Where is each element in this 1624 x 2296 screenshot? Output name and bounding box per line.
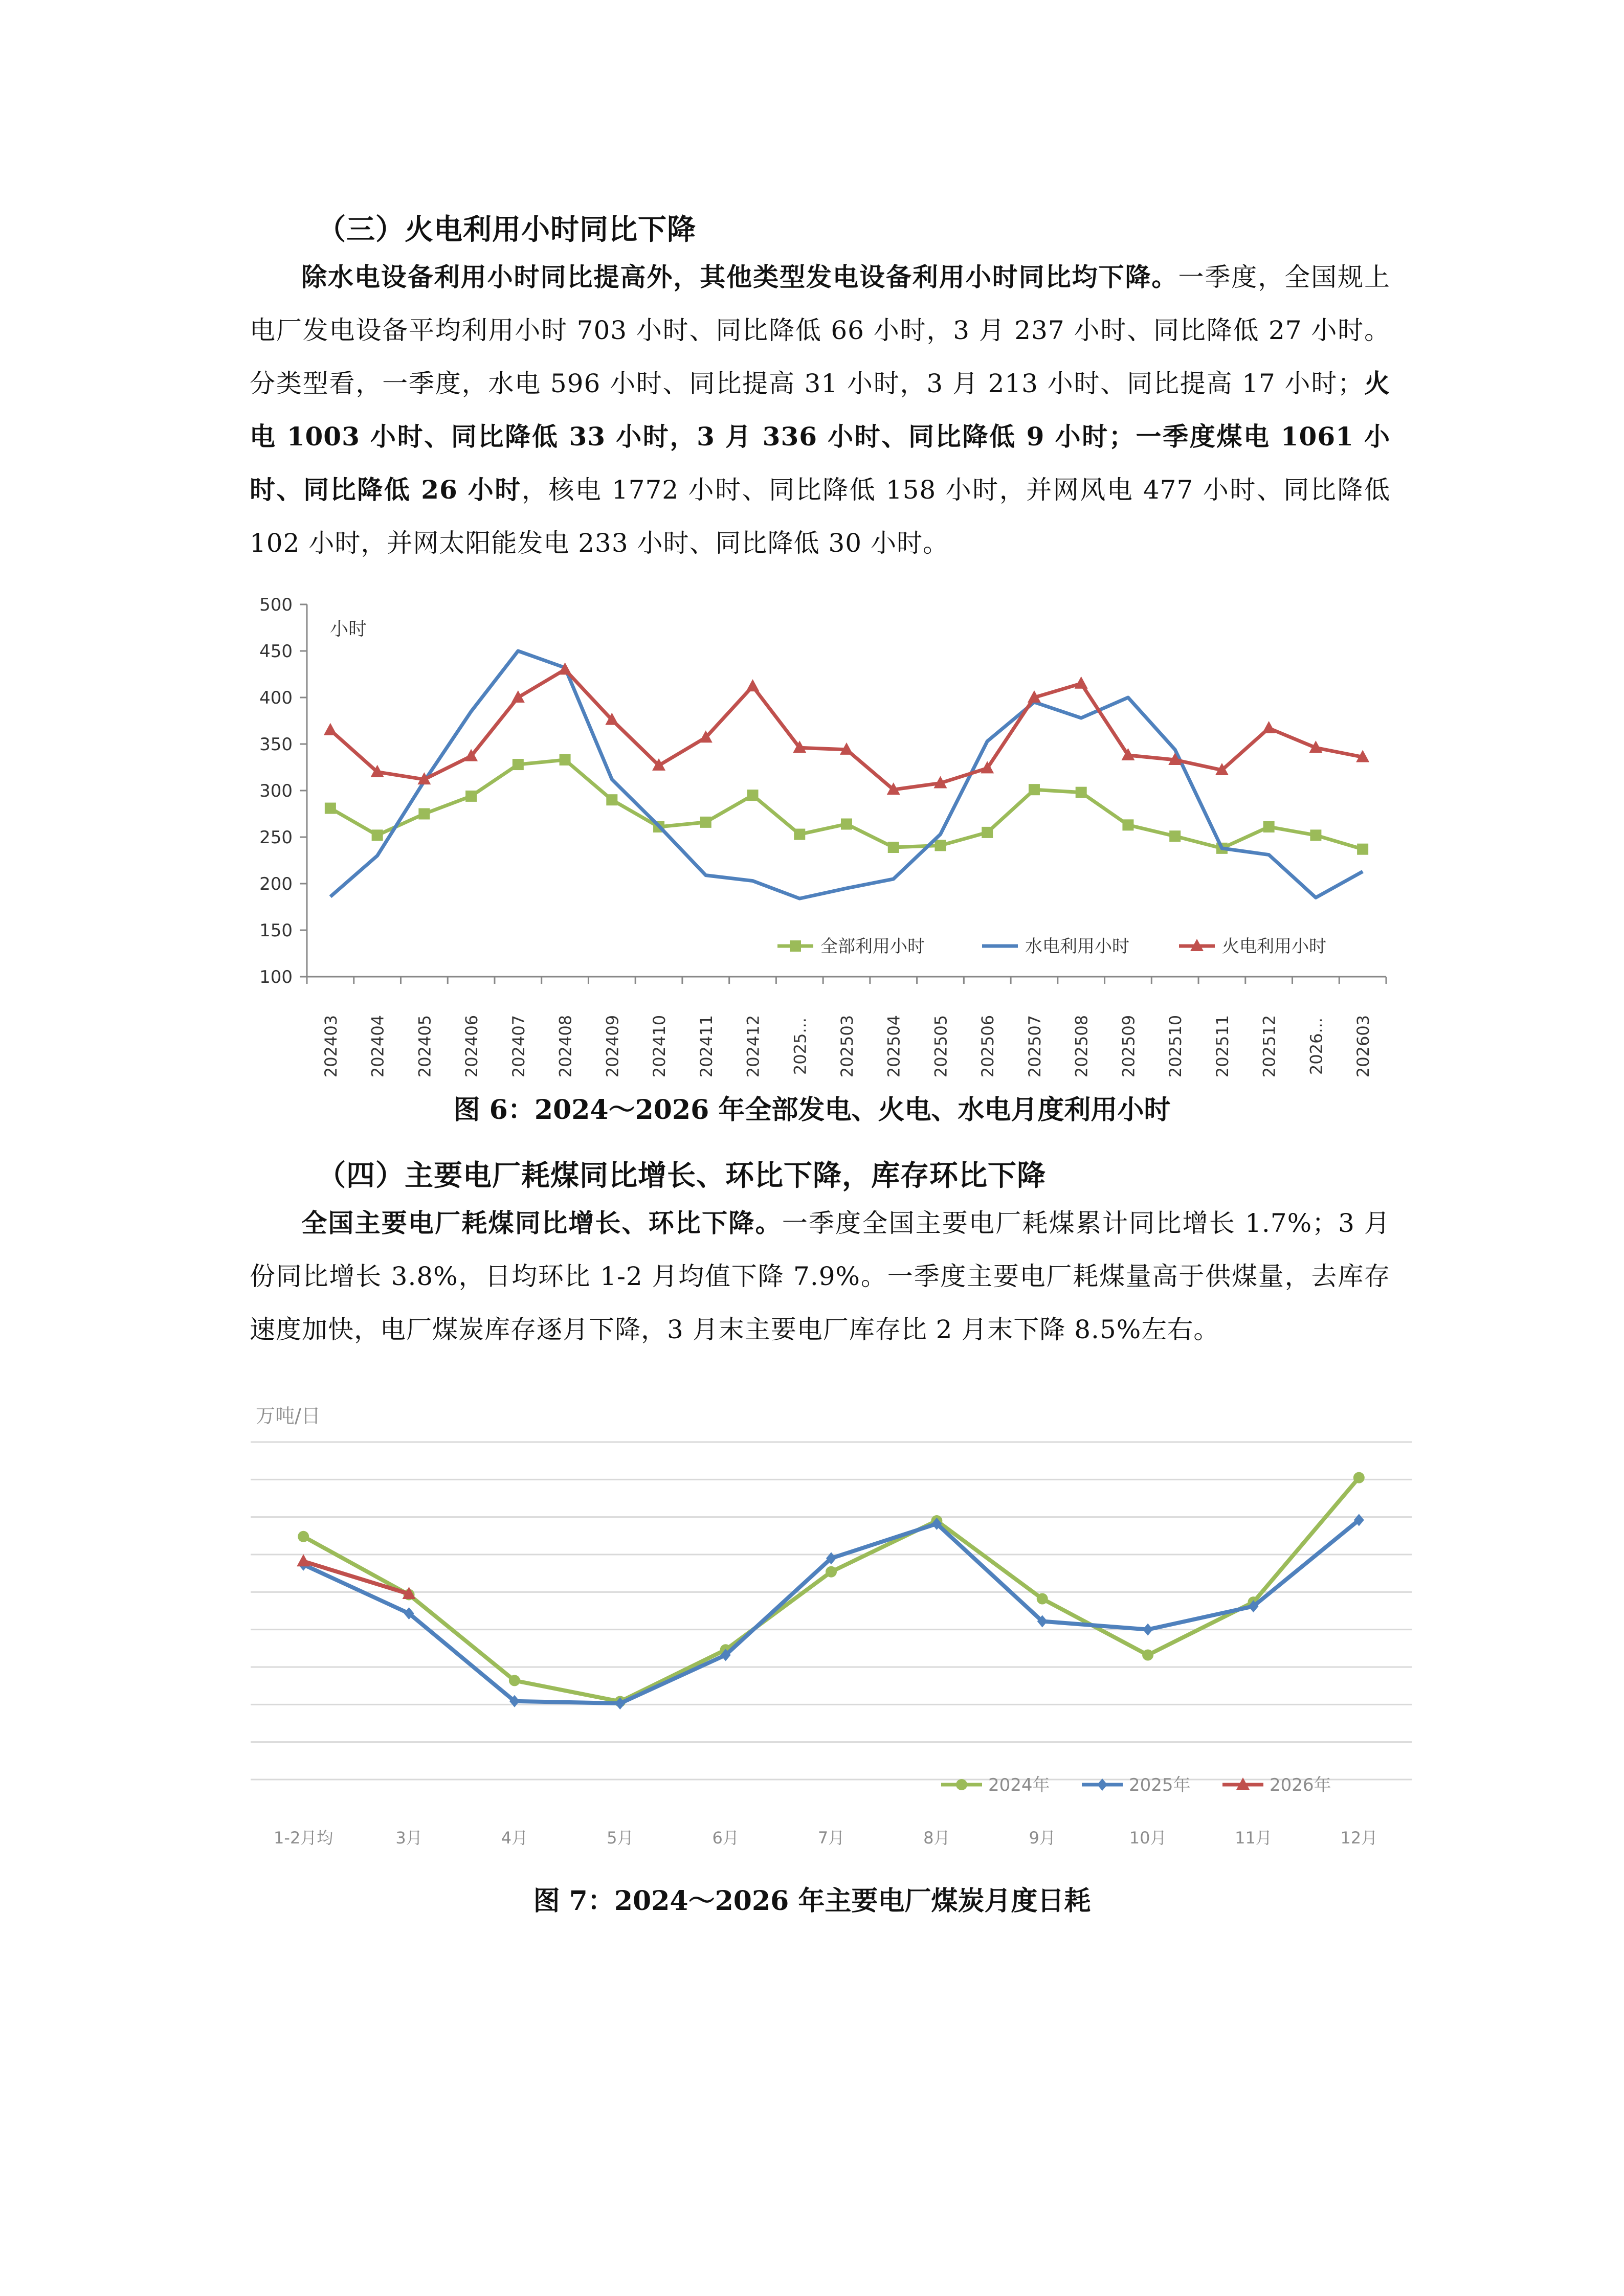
series-line bbox=[303, 1520, 1359, 1704]
section-3-bold-text: 火电 1003 小时、同比降低 33 小时，3 月 336 小时、同比降低 9 小时；一季度煤电 1061 小时、同比降低 26 小时 bbox=[250, 368, 1391, 505]
data-point bbox=[1353, 1472, 1365, 1483]
data-point bbox=[298, 1531, 309, 1542]
x-tick-label: 2025... bbox=[790, 1018, 810, 1075]
x-tick-label: 202403 bbox=[321, 1015, 341, 1078]
section-4-heading: （四）主要电厂耗煤同比增长、环比下降，库存环比下降 bbox=[317, 1159, 1046, 1192]
section-4-text-1: 一季度全国主要电厂耗煤累计同比增长 1.7%；3 月份同比增长 3.8%，日均环比 1-2 月均值下降 7.9%。一季度主要电厂耗煤量高于供煤量，去库存速度加快，电厂煤炭库存逐月下降，3 月末主要电厂库存比 2 月末下降 8.5%左右。 bbox=[250, 1208, 1390, 1344]
x-tick-label: 10月 bbox=[1129, 1828, 1167, 1848]
x-tick-label: 202511 bbox=[1212, 1015, 1232, 1078]
data-point bbox=[325, 803, 336, 814]
figure-6-caption: 图 6：2024～2026 年全部发电、火电、水电月度利用小时 bbox=[453, 1094, 1171, 1126]
y-tick-label: 350 bbox=[259, 734, 293, 755]
y-tick-label: 100 bbox=[259, 967, 293, 987]
series-1 bbox=[298, 1472, 1365, 1707]
y-tick-label: 500 bbox=[259, 595, 293, 615]
data-point bbox=[297, 1554, 310, 1566]
legend-label: 全部利用小时 bbox=[820, 936, 925, 957]
y-tick-label: 400 bbox=[259, 688, 293, 708]
x-tick-label: 202405 bbox=[415, 1015, 435, 1078]
data-point bbox=[1037, 1593, 1048, 1605]
section-3-text-2: ，核电 1772 小时、同比降低 158 小时，并网风电 477 小时、同比降低 102 小时，并网太阳能发电 233 小时、同比降低 30 小时。 bbox=[250, 475, 1390, 558]
x-tick-label: 1-2月均 bbox=[274, 1828, 333, 1848]
data-point bbox=[935, 840, 946, 851]
data-point bbox=[1357, 844, 1368, 855]
data-point bbox=[746, 679, 760, 691]
series-line bbox=[330, 651, 1363, 898]
legend-label: 水电利用小时 bbox=[1025, 936, 1129, 957]
x-tick-label: 202408 bbox=[555, 1015, 575, 1078]
legend-label: 2026年 bbox=[1270, 1775, 1331, 1795]
x-tick-label: 7月 bbox=[817, 1828, 845, 1848]
series-line bbox=[330, 669, 1363, 790]
section-4-lead: 全国主要电厂耗煤同比增长、环比下降。 bbox=[301, 1208, 782, 1238]
data-point bbox=[465, 791, 477, 802]
data-point bbox=[1310, 829, 1321, 841]
figure-7-caption: 图 7：2024～2026 年主要电厂煤炭月度日耗 bbox=[533, 1885, 1091, 1917]
y-axis-title: 小时 bbox=[330, 619, 367, 640]
x-tick-label: 202505 bbox=[931, 1015, 951, 1078]
x-tick-label: 11月 bbox=[1235, 1828, 1272, 1848]
x-tick-label: 202404 bbox=[368, 1015, 388, 1078]
x-tick-label: 202509 bbox=[1119, 1015, 1139, 1078]
x-tick-label: 2026... bbox=[1306, 1018, 1326, 1075]
coal-consumption-chart bbox=[240, 1391, 1412, 1861]
section-3-paragraph bbox=[250, 251, 1390, 570]
x-tick-label: 202603 bbox=[1353, 1015, 1373, 1078]
legend-label: 2024年 bbox=[988, 1775, 1050, 1795]
data-point bbox=[1076, 787, 1087, 798]
x-tick-label: 202512 bbox=[1259, 1015, 1279, 1078]
x-tick-label: 202412 bbox=[743, 1015, 763, 1078]
y-tick-label: 150 bbox=[259, 920, 293, 941]
series-line bbox=[330, 760, 1363, 849]
data-point bbox=[888, 842, 899, 853]
section-4-paragraph bbox=[250, 1197, 1390, 1356]
x-tick-label: 12月 bbox=[1340, 1828, 1378, 1848]
x-tick-label: 5月 bbox=[607, 1828, 634, 1848]
chart-legend bbox=[777, 936, 1326, 957]
x-tick-label: 202410 bbox=[650, 1015, 670, 1078]
x-tick-label: 202406 bbox=[462, 1015, 482, 1078]
y-tick-label: 450 bbox=[259, 641, 293, 662]
y-tick-label: 200 bbox=[259, 874, 293, 894]
data-point bbox=[372, 829, 383, 841]
data-point bbox=[794, 829, 805, 840]
x-tick-label: 8月 bbox=[923, 1828, 950, 1848]
section-3-lead: 除水电设备利用小时同比提高外，其他类型发电设备利用小时同比均下降。 bbox=[301, 262, 1178, 292]
series-3 bbox=[324, 662, 1369, 795]
data-point bbox=[982, 827, 993, 838]
data-point bbox=[1143, 1624, 1153, 1636]
legend-label: 火电利用小时 bbox=[1222, 936, 1326, 957]
utilization-hours-chart bbox=[240, 588, 1401, 1089]
x-tick-label: 202409 bbox=[603, 1015, 622, 1078]
x-tick-label: 202504 bbox=[884, 1015, 904, 1078]
data-point bbox=[513, 759, 524, 770]
x-tick-label: 4月 bbox=[501, 1828, 528, 1848]
section-3-text-1: 一季度，全国规上电厂发电设备平均利用小时 703 小时、同比降低 66 小时，3 月 237 小时、同比降低 27 小时。分类型看，一季度，水电 596 小时、同比提高 31 小时，3 月 213 小时、同比提高 17 小时； bbox=[250, 262, 1391, 398]
x-tick-label: 202508 bbox=[1072, 1015, 1092, 1078]
data-point bbox=[1029, 784, 1040, 795]
data-point bbox=[1263, 821, 1275, 832]
data-point bbox=[747, 790, 759, 801]
section-3-heading: （三）火电利用小时同比下降 bbox=[317, 213, 696, 246]
x-tick-label: 202510 bbox=[1166, 1015, 1186, 1078]
x-tick-label: 6月 bbox=[712, 1828, 739, 1848]
data-point bbox=[1075, 677, 1088, 689]
legend-marker bbox=[1097, 1779, 1107, 1791]
data-point bbox=[700, 817, 711, 828]
data-point bbox=[560, 754, 571, 766]
data-point bbox=[841, 819, 852, 830]
series-2 bbox=[298, 1514, 1364, 1710]
data-point bbox=[418, 808, 430, 820]
y-tick-label: 300 bbox=[259, 781, 293, 801]
x-tick-label: 202507 bbox=[1025, 1015, 1044, 1078]
data-point bbox=[1169, 830, 1181, 842]
data-point bbox=[606, 794, 617, 805]
x-tick-label: 202503 bbox=[837, 1015, 857, 1078]
data-point bbox=[826, 1566, 837, 1578]
series-2 bbox=[330, 651, 1363, 898]
data-point bbox=[1262, 721, 1276, 733]
data-point bbox=[324, 723, 337, 735]
x-tick-label: 9月 bbox=[1029, 1828, 1056, 1848]
x-tick-label: 202506 bbox=[978, 1015, 998, 1078]
chart-legend bbox=[941, 1775, 1331, 1795]
legend-marker bbox=[956, 1779, 967, 1790]
data-point bbox=[1142, 1650, 1153, 1661]
series-line bbox=[303, 1478, 1359, 1702]
legend-label: 2025年 bbox=[1129, 1775, 1191, 1795]
y-axis-title: 万吨/日 bbox=[256, 1405, 321, 1427]
data-point bbox=[509, 1675, 520, 1686]
data-point bbox=[1122, 819, 1133, 830]
legend-marker bbox=[790, 940, 801, 952]
x-tick-label: 202407 bbox=[508, 1015, 528, 1078]
x-tick-label: 3月 bbox=[395, 1828, 422, 1848]
y-tick-label: 250 bbox=[259, 827, 293, 848]
x-tick-label: 202411 bbox=[696, 1015, 716, 1078]
